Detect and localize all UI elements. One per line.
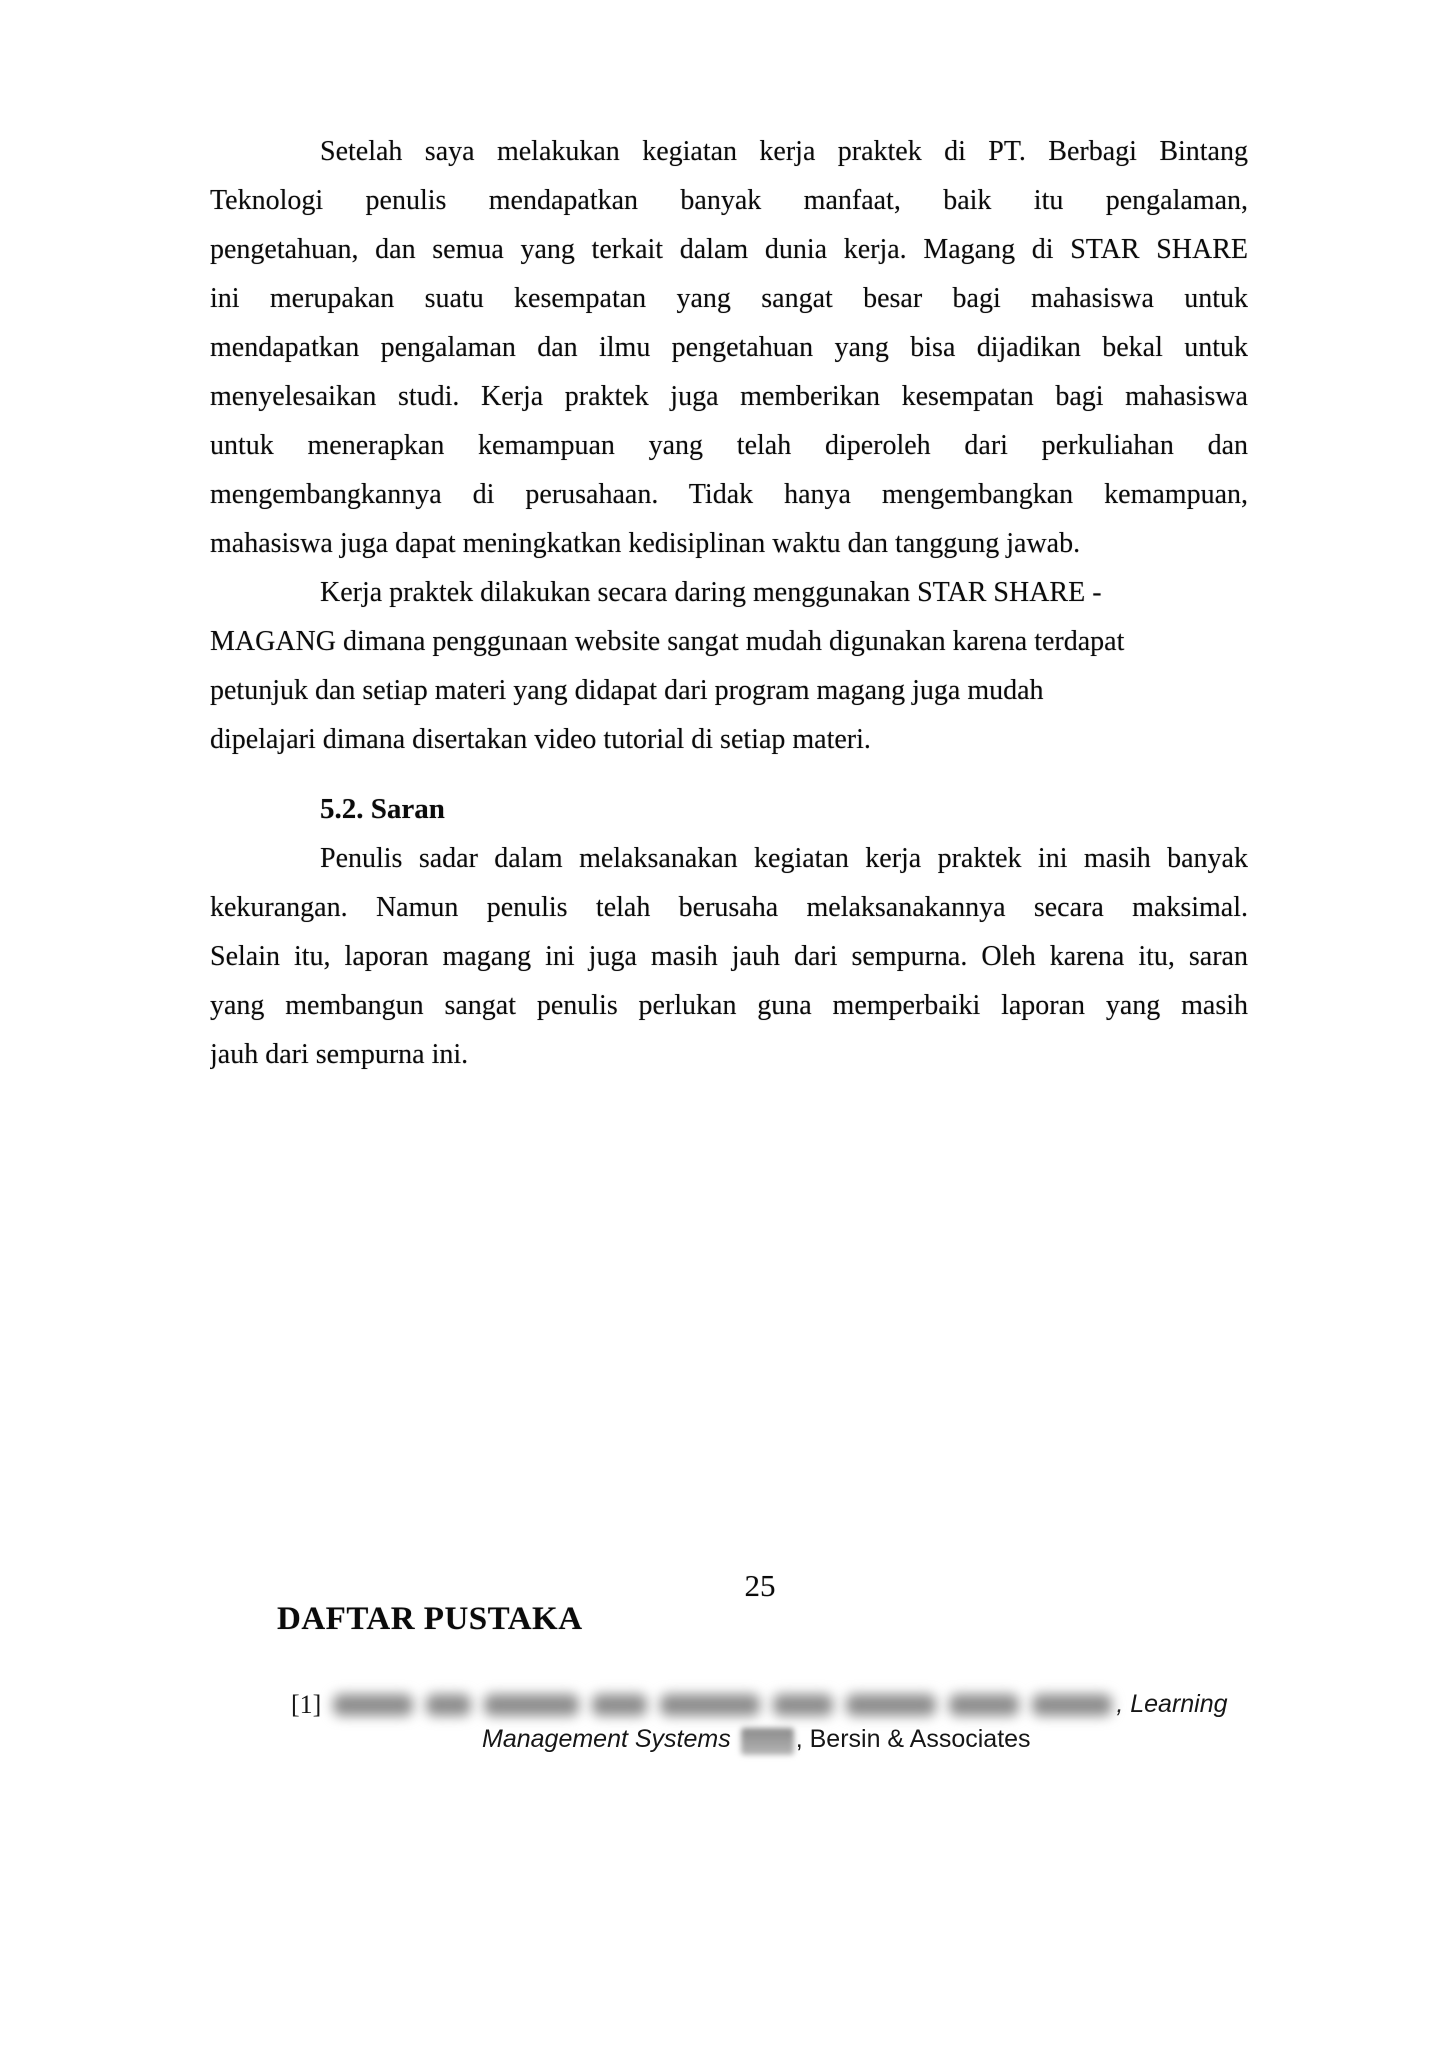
redaction-blob bbox=[426, 1694, 471, 1716]
paragraph-line: MAGANG dimana penggunaan website sangat mudah digunakan karena terdapat bbox=[210, 626, 1125, 657]
paragraph-line: mengembangkannya di perusahaan. Tidak hanya mengembangkan kemampuan, bbox=[210, 479, 1248, 510]
reference-title-part2: Management Systems bbox=[482, 1725, 731, 1753]
reference-entry bbox=[291, 1687, 1251, 1757]
reference-marker: [1] bbox=[291, 1689, 322, 1719]
paragraph-line: ini merupakan suatu kesempatan yang sangat besar bagi mahasiswa untuk bbox=[210, 283, 1248, 314]
redaction-blob bbox=[484, 1694, 579, 1716]
reference-title-part1: Learning bbox=[1130, 1690, 1228, 1718]
reference-line-1 bbox=[291, 1687, 1251, 1722]
redaction-blob bbox=[1032, 1694, 1112, 1716]
redacted-authors bbox=[333, 1694, 1112, 1716]
daftar-pustaka-heading: DAFTAR PUSTAKA bbox=[277, 1601, 583, 1637]
paragraph-line: Penulis sadar dalam melaksanakan kegiatan kerja praktek ini masih banyak bbox=[320, 843, 1248, 874]
redaction-blob bbox=[333, 1694, 413, 1716]
paragraph-line: dipelajari dimana disertakan video tutorial di setiap materi. bbox=[210, 724, 871, 755]
paragraph-line: jauh dari sempurna ini. bbox=[210, 1039, 469, 1070]
paragraph-line: Setelah saya melakukan kegiatan kerja praktek di PT. Berbagi Bintang bbox=[320, 136, 1248, 167]
redaction-blob bbox=[949, 1694, 1019, 1716]
paragraph-line: kekurangan. Namun penulis telah berusaha melaksanakannya secara maksimal. bbox=[210, 892, 1248, 923]
paragraph-line: menyelesaikan studi. Kerja praktek juga memberikan kesempatan bagi mahasiswa bbox=[210, 381, 1248, 412]
paragraph-line: Selain itu, laporan magang ini juga masih jauh dari sempurna. Oleh karena itu, saran bbox=[210, 941, 1248, 972]
paragraph-line: yang membangun sangat penulis perlukan guna memperbaiki laporan yang masih bbox=[210, 990, 1248, 1021]
paragraph-line: mendapatkan pengalaman dan ilmu pengetahuan yang bisa dijadikan bekal untuk bbox=[210, 332, 1248, 363]
body-text-block bbox=[210, 127, 1248, 1079]
paragraph-line: pengetahuan, dan semua yang terkait dalam dunia kerja. Magang di STAR SHARE bbox=[210, 234, 1248, 265]
reference-publisher: , Bersin & Associates bbox=[795, 1725, 1031, 1753]
redaction-blob bbox=[773, 1694, 833, 1716]
redaction-blob bbox=[846, 1694, 936, 1716]
paragraph-line: mahasiswa juga dapat meningkatkan kedisiplinan waktu dan tanggung jawab. bbox=[210, 528, 1081, 559]
saran-section-heading: 5.2. Saran bbox=[320, 793, 445, 825]
reference-separator: , bbox=[1116, 1690, 1131, 1718]
paragraph-line: Kerja praktek dilakukan secara daring menggunakan STAR SHARE - bbox=[320, 577, 1102, 608]
paragraph-line: Teknologi penulis mendapatkan banyak manfaat, baik itu pengalaman, bbox=[210, 185, 1248, 216]
paragraph-line: petunjuk dan setiap materi yang didapat dari program magang juga mudah bbox=[210, 675, 1044, 706]
redaction-blob bbox=[592, 1694, 647, 1716]
page-number: 25 bbox=[744, 1568, 776, 1603]
paragraph-line: untuk menerapkan kemampuan yang telah diperoleh dari perkuliahan dan bbox=[210, 430, 1248, 461]
redacted-year bbox=[741, 1728, 794, 1755]
redaction-blob bbox=[660, 1694, 760, 1716]
reference-line-2 bbox=[291, 1722, 1251, 1757]
